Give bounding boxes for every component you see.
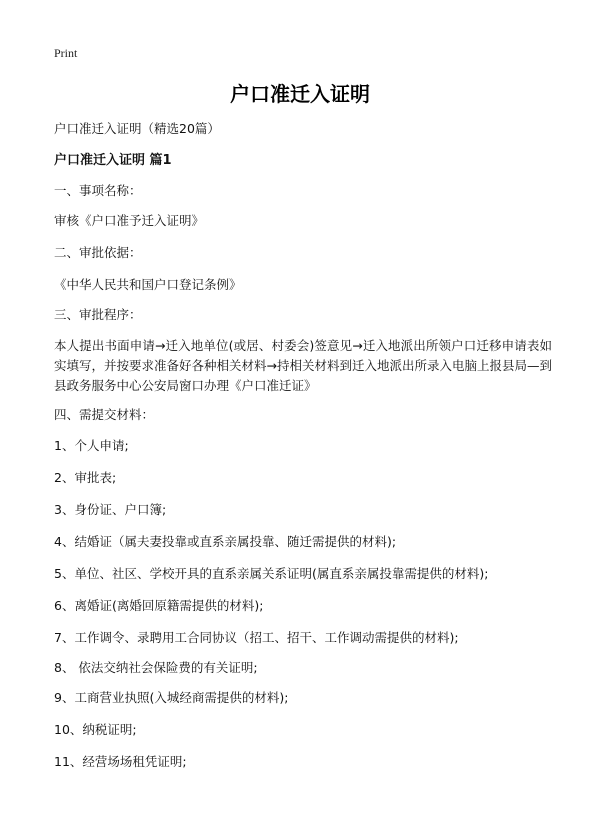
material-item: 1、个人申请; xyxy=(54,438,129,453)
item-name-heading: 一、事项名称： xyxy=(54,183,142,198)
material-item: 11、经营场场租凭证明; xyxy=(54,754,187,769)
material-item: 2、审批表; xyxy=(54,470,117,485)
procedure-text: 本人提出书面申请→迁入地单位(或居、村委会)签意见→迁入地派出所领户口迁移申请表如实填写，并按要求准备好各种相关材料→持相关材料到迁入地派出所录入电脑上报县局—到县政务服务中心公安局窗口办理《户口准迁证》 xyxy=(54,338,552,393)
document-subtitle: 户口准迁入证明（精选20篇） xyxy=(54,121,220,136)
item-name-value: 审核《户口准予迁入证明》 xyxy=(54,213,205,228)
procedure-heading: 三、审批程序： xyxy=(54,307,142,322)
material-item: 10、纳税证明; xyxy=(54,722,137,737)
material-item: 5、单位、社区、学校开具的直系亲属关系证明(属直系亲属投靠需提供的材料); xyxy=(54,566,489,581)
document-title: 户口准迁入证明 xyxy=(230,82,370,106)
material-item: 6、离婚证(离婚回原籍需提供的材料); xyxy=(54,598,264,613)
basis-heading: 二、审批依据： xyxy=(54,245,142,260)
materials-heading: 四、需提交材料： xyxy=(54,407,155,422)
section-title: 户口准迁入证明 篇1 xyxy=(54,153,172,168)
material-item: 8、 依法交纳社会保险费的有关证明; xyxy=(54,660,258,675)
material-item: 7、工作调令、录聘用工合同协议（招工、招干、工作调动需提供的材料); xyxy=(54,630,459,645)
material-item: 3、身份证、户口簿; xyxy=(54,502,167,517)
material-item: 9、工商营业执照(入城经商需提供的材料); xyxy=(54,690,289,705)
print-link[interactable]: Print xyxy=(54,46,78,60)
basis-value: 《中华人民共和国户口登记条例》 xyxy=(54,277,242,292)
material-item: 4、结婚证（属夫妻投靠或直系亲属投靠、随迁需提供的材料); xyxy=(54,534,397,549)
